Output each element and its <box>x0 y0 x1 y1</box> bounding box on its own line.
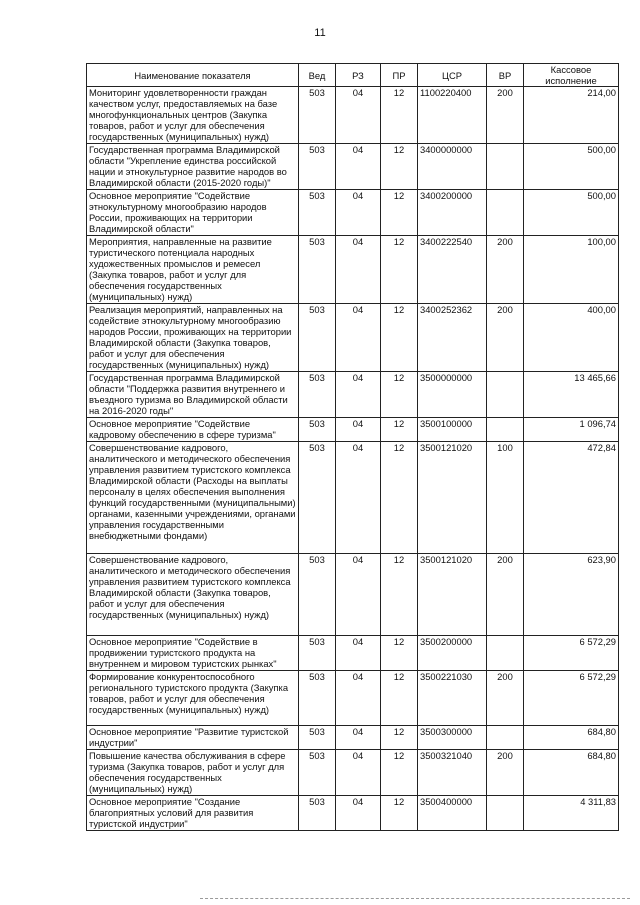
row-name: Формирование конкурентоспособного регионального туристского продукта (Закупка товаров, работ и услуг для обеспечения государственных (муниципальных) нужд) <box>87 671 299 726</box>
row-ved: 503 <box>299 636 336 671</box>
row-pr: 12 <box>381 87 418 144</box>
header-pr: ПР <box>381 64 418 87</box>
row-amount: 13 465,66 <box>524 372 619 418</box>
row-amount: 500,00 <box>524 144 619 190</box>
row-csr: 1100220400 <box>418 87 487 144</box>
row-rz: 04 <box>336 636 381 671</box>
row-csr: 3500121020 <box>418 442 487 554</box>
row-vr: 200 <box>487 750 524 796</box>
table-row <box>87 236 619 304</box>
row-amount: 1 096,74 <box>524 418 619 442</box>
table-row <box>87 190 619 236</box>
row-ved: 503 <box>299 796 336 831</box>
row-rz: 04 <box>336 554 381 636</box>
row-pr: 12 <box>381 372 418 418</box>
row-name: Реализация мероприятий, направленных на содействие этнокультурному многообразию народов России, проживающих на территории Владимирской области (Закупка товаров, работ и услуг для обеспечения государственных (муниципальных) нужд) <box>87 304 299 372</box>
row-ved: 503 <box>299 726 336 750</box>
row-name: Мониторинг удовлетворенности граждан качеством услуг, предоставляемых на базе многофункциональных центров (Закупка товаров, работ и услуг для обеспечения государственных (муниципальных) нужд) <box>87 87 299 144</box>
row-pr: 12 <box>381 304 418 372</box>
row-amount: 472,84 <box>524 442 619 554</box>
row-rz: 04 <box>336 671 381 726</box>
row-ved: 503 <box>299 442 336 554</box>
row-rz: 04 <box>336 796 381 831</box>
row-ved: 503 <box>299 144 336 190</box>
row-name: Государственная программа Владимирской области "Поддержка развития внутреннего и въездного туризма во Владимирской области на 2016-2020 годы" <box>87 372 299 418</box>
row-pr: 12 <box>381 796 418 831</box>
row-rz: 04 <box>336 304 381 372</box>
row-rz: 04 <box>336 442 381 554</box>
row-vr <box>487 372 524 418</box>
scan-bottom-edge <box>200 898 630 899</box>
table-row <box>87 87 619 144</box>
table-row <box>87 636 619 671</box>
row-csr: 3500400000 <box>418 796 487 831</box>
row-csr: 3500100000 <box>418 418 487 442</box>
row-ved: 503 <box>299 190 336 236</box>
row-vr: 200 <box>487 87 524 144</box>
row-vr <box>487 144 524 190</box>
row-csr: 3500221030 <box>418 671 487 726</box>
row-csr: 3500321040 <box>418 750 487 796</box>
row-name: Государственная программа Владимирской области "Укрепление единства российской нации и этнокультурное развитие народов во Владимирской области (2015-2020 годы)" <box>87 144 299 190</box>
row-ved: 503 <box>299 671 336 726</box>
row-amount: 6 572,29 <box>524 636 619 671</box>
row-csr: 3400200000 <box>418 190 487 236</box>
row-ved: 503 <box>299 87 336 144</box>
row-csr: 3500000000 <box>418 372 487 418</box>
row-amount: 214,00 <box>524 87 619 144</box>
row-amount: 100,00 <box>524 236 619 304</box>
row-amount: 6 572,29 <box>524 671 619 726</box>
table-row <box>87 554 619 636</box>
row-vr: 200 <box>487 236 524 304</box>
table-row <box>87 750 619 796</box>
row-vr: 200 <box>487 554 524 636</box>
header-name: Наименование показателя <box>87 64 299 87</box>
row-amount: 684,80 <box>524 726 619 750</box>
row-pr: 12 <box>381 726 418 750</box>
row-name: Основное мероприятие "Содействие кадровому обеспечению в сфере туризма" <box>87 418 299 442</box>
row-name: Совершенствование кадрового, аналитического и методического обеспечения управления развитием туристского комплекса Владимирской области (Закупка товаров, работ и услуг для обеспечения государственных (муниципальных) нужд) <box>87 554 299 636</box>
row-rz: 04 <box>336 190 381 236</box>
row-csr: 3500200000 <box>418 636 487 671</box>
row-csr: 3500121020 <box>418 554 487 636</box>
table-row <box>87 442 619 554</box>
row-vr <box>487 726 524 750</box>
row-name: Мероприятия, направленные на развитие туристического потенциала народных художественных промыслов и ремесел (Закупка товаров, работ и услуг для обеспечения государственных (муниципальных) нужд) <box>87 236 299 304</box>
row-name: Основное мероприятие "Содействие в продвижении туристского продукта на внутреннем и мировом туристских рынках" <box>87 636 299 671</box>
row-ved: 503 <box>299 372 336 418</box>
row-pr: 12 <box>381 636 418 671</box>
row-amount: 684,80 <box>524 750 619 796</box>
row-name: Совершенствование кадрового, аналитического и методического обеспечения управления развитием туристского комплекса Владимирской области (Расходы на выплаты персоналу в целях обеспечения выполнения функций государственными (муниципальными) органами, казенными учреждениями, органами управления государственными внебюджетными фондами) <box>87 442 299 554</box>
row-pr: 12 <box>381 236 418 304</box>
row-rz: 04 <box>336 726 381 750</box>
row-vr: 200 <box>487 304 524 372</box>
header-amount: Кассовое исполнение <box>524 64 619 87</box>
row-rz: 04 <box>336 750 381 796</box>
page-number: 11 <box>314 27 326 39</box>
row-vr <box>487 796 524 831</box>
table-row <box>87 726 619 750</box>
row-csr: 3400252362 <box>418 304 487 372</box>
row-rz: 04 <box>336 236 381 304</box>
row-pr: 12 <box>381 750 418 796</box>
row-ved: 503 <box>299 418 336 442</box>
row-name: Основное мероприятие "Развитие туристской индустрии" <box>87 726 299 750</box>
row-ved: 503 <box>299 554 336 636</box>
row-ved: 503 <box>299 304 336 372</box>
table-row <box>87 144 619 190</box>
row-vr: 100 <box>487 442 524 554</box>
row-ved: 503 <box>299 236 336 304</box>
row-pr: 12 <box>381 442 418 554</box>
table-row <box>87 304 619 372</box>
table-header-row <box>87 64 619 87</box>
row-name: Повышение качества обслуживания в сфере туризма (Закупка товаров, работ и услуг для обеспечения государственных (муниципальных) нужд) <box>87 750 299 796</box>
row-rz: 04 <box>336 87 381 144</box>
header-rz: РЗ <box>336 64 381 87</box>
header-vr: ВР <box>487 64 524 87</box>
row-vr: 200 <box>487 671 524 726</box>
row-amount: 500,00 <box>524 190 619 236</box>
row-pr: 12 <box>381 554 418 636</box>
row-amount: 400,00 <box>524 304 619 372</box>
row-rz: 04 <box>336 418 381 442</box>
row-ved: 503 <box>299 750 336 796</box>
row-vr <box>487 190 524 236</box>
row-vr <box>487 418 524 442</box>
table-row <box>87 418 619 442</box>
row-amount: 4 311,83 <box>524 796 619 831</box>
row-csr: 3500300000 <box>418 726 487 750</box>
row-name: Основное мероприятие "Содействие этнокультурному многообразию народов России, проживающих на территории Владимирской области" <box>87 190 299 236</box>
row-csr: 3400222540 <box>418 236 487 304</box>
row-pr: 12 <box>381 418 418 442</box>
table-row <box>87 796 619 831</box>
header-csr: ЦСР <box>418 64 487 87</box>
row-name: Основное мероприятие "Создание благоприятных условий для развития туристской индустрии" <box>87 796 299 831</box>
row-amount: 623,90 <box>524 554 619 636</box>
row-csr: 3400000000 <box>418 144 487 190</box>
row-pr: 12 <box>381 190 418 236</box>
row-pr: 12 <box>381 671 418 726</box>
budget-execution-table <box>86 63 619 831</box>
table-row <box>87 671 619 726</box>
row-rz: 04 <box>336 372 381 418</box>
header-ved: Вед <box>299 64 336 87</box>
row-pr: 12 <box>381 144 418 190</box>
table-row <box>87 372 619 418</box>
row-vr <box>487 636 524 671</box>
row-rz: 04 <box>336 144 381 190</box>
